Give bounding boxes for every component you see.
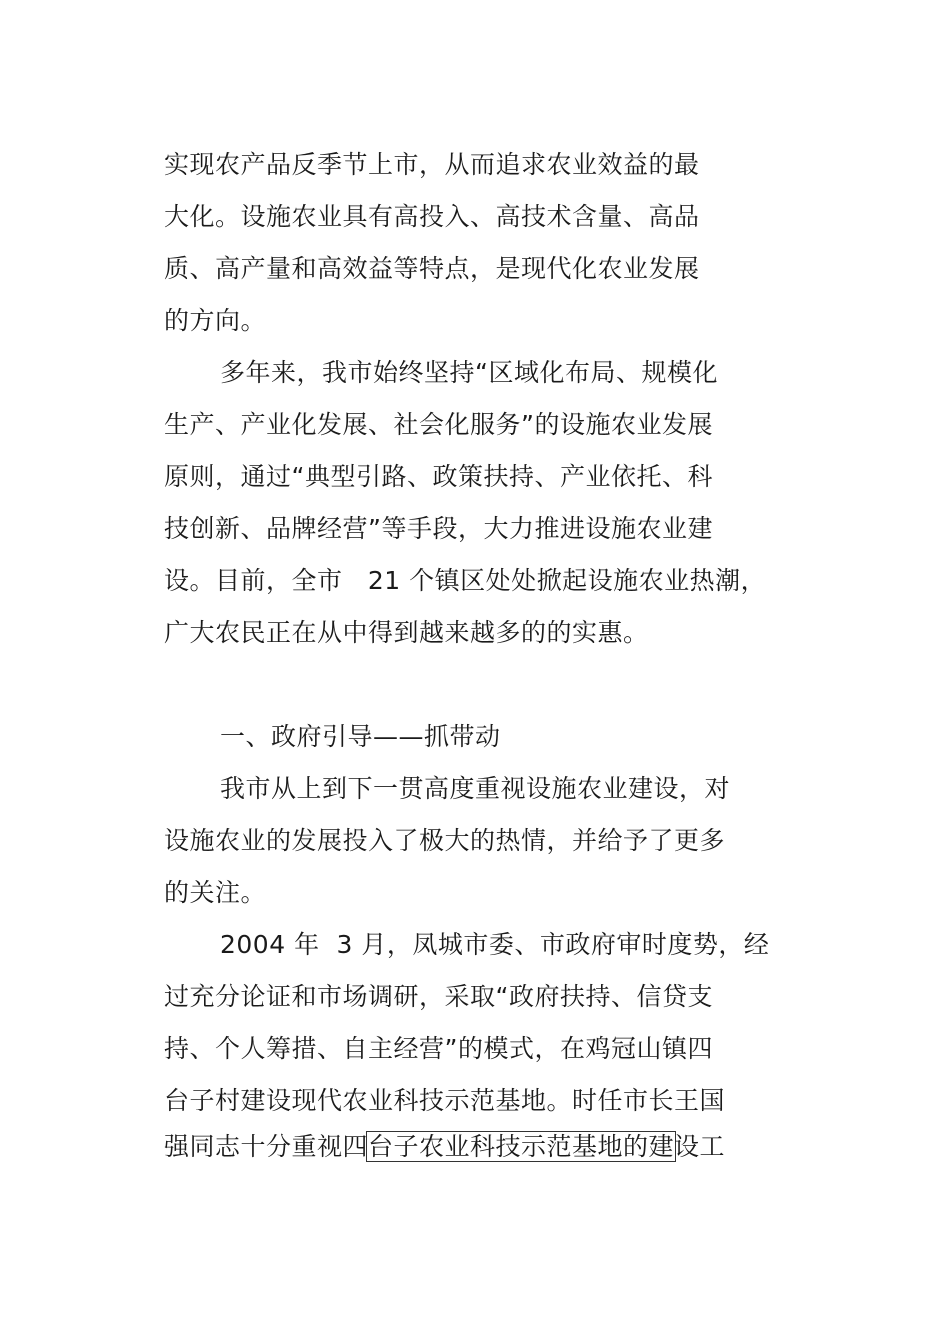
text-line: 原则，通过“典型引路、政策扶持、产业依托、科 [164,462,713,491]
text-line: 技创新、品牌经营”等手段，大力推进设施农业建 [164,514,713,543]
text-segment: 设工 [674,1132,726,1161]
boxed-text-selection: 台子农业科技示范基地的建 [368,1132,675,1161]
paragraph-first-line: 2004 年 3 月，凤城市委、市政府审时度势，经 [220,930,770,959]
text-segment: 强同志十分重视四 [164,1132,369,1161]
paragraph-first-line: 多年来，我市始终坚持“区域化布局、规模化 [220,358,718,387]
text-line: 设。目前，全市 21 个镇区处处掀起设施农业热潮， [164,566,767,595]
text-line: 生产、产业化发展、社会化服务”的设施农业发展 [164,410,713,439]
text-line: 设施农业的发展投入了极大的热情，并给予了更多 [164,826,726,855]
text-line: 过充分论证和市场调研，采取“政府扶持、信贷支 [164,982,713,1011]
text-line: 台子村建设现代农业科技示范基地。时任市长王国 [164,1086,726,1115]
section-heading: 一、政府引导——抓带动 [220,722,501,751]
text-line: 大化。设施农业具有高投入、高技术含量、高品 [164,202,700,231]
text-line: 持、个人筹措、自主经营”的模式，在鸡冠山镇四 [164,1034,713,1063]
text-line: 广大农民正在从中得到越来越多的的实惠。 [164,618,649,647]
text-line: 实现农产品反季节上市，从而追求农业效益的最 [164,150,700,179]
text-line: 质、高产量和高效益等特点，是现代化农业发展 [164,254,700,283]
paragraph-first-line: 我市从上到下一贯高度重视设施农业建设，对 [220,774,731,803]
text-line: 的关注。 [164,878,267,907]
text-line-with-box [164,1130,725,1164]
text-line: 的方向。 [164,306,267,335]
